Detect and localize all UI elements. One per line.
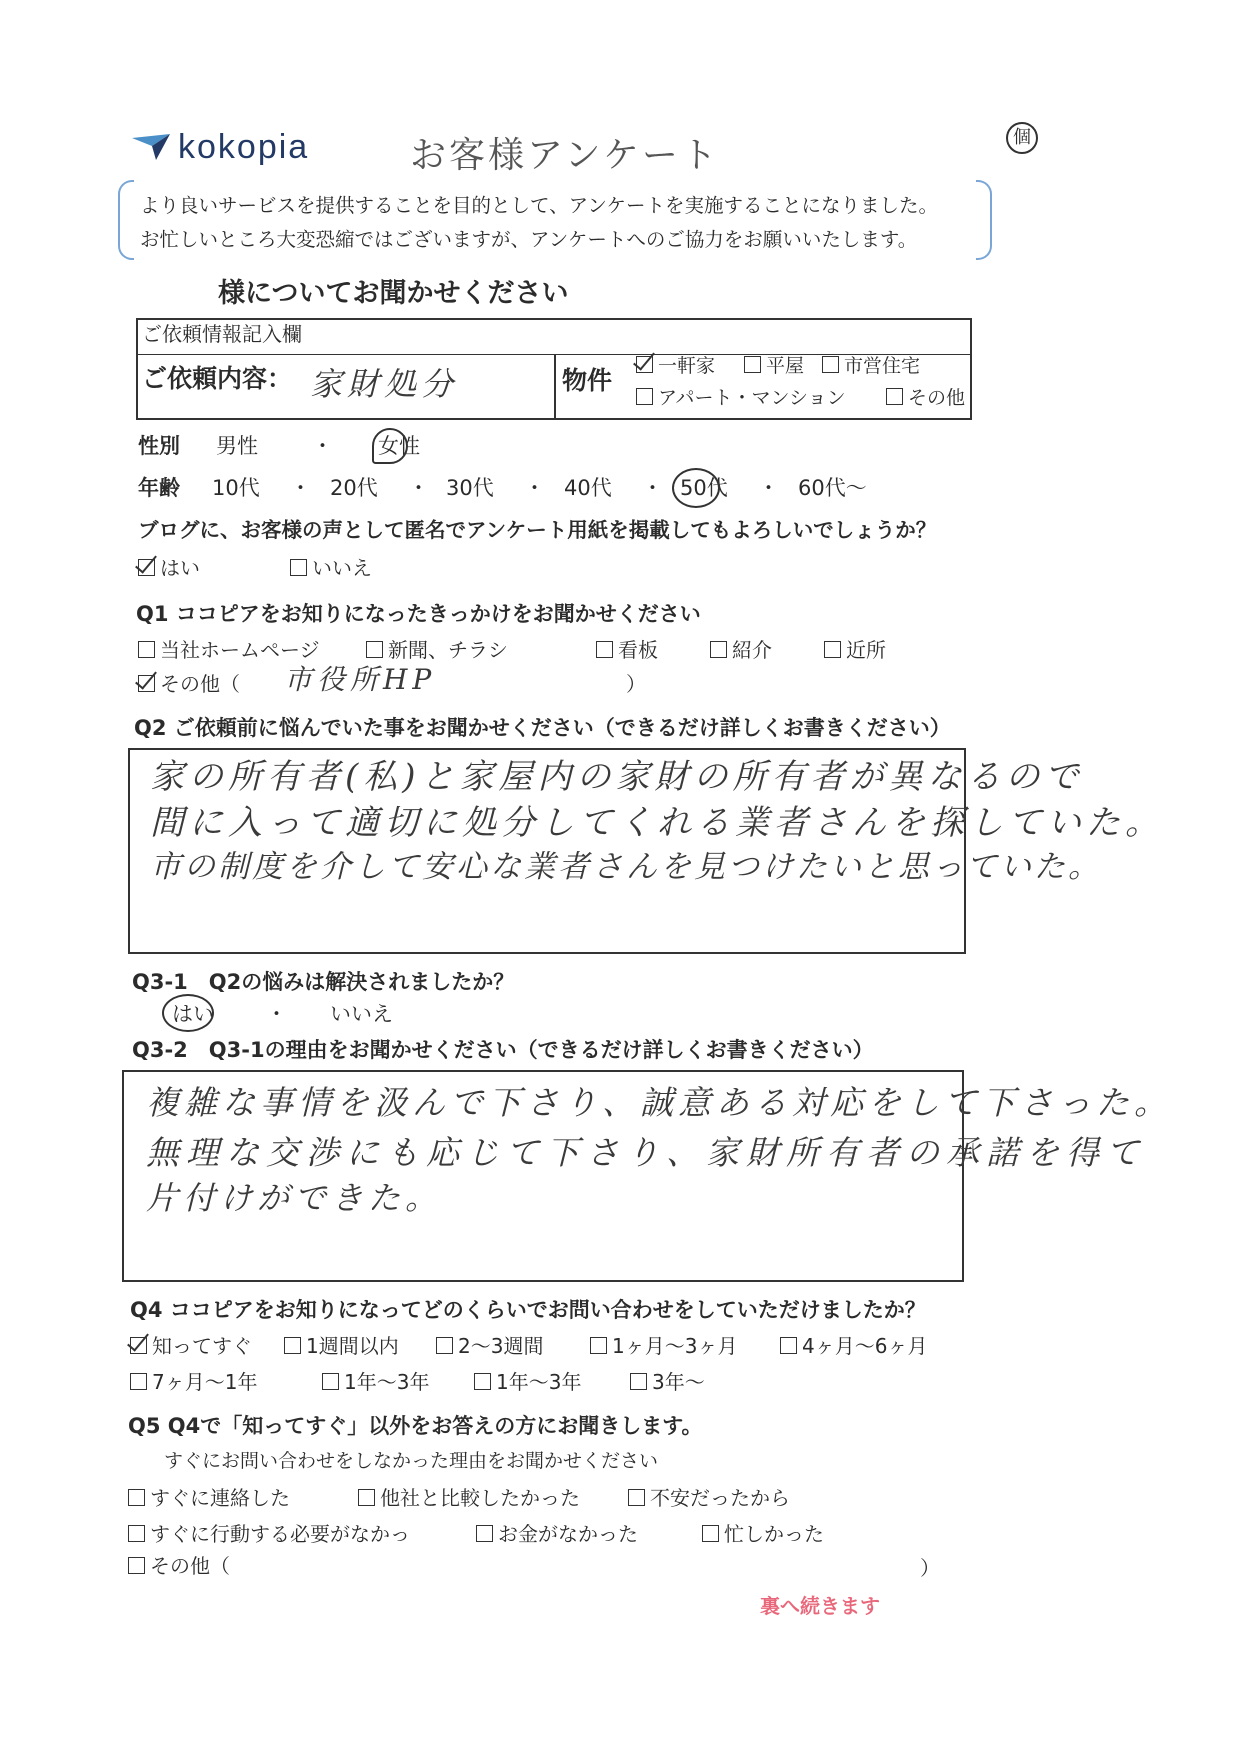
checkbox-icon xyxy=(138,675,155,692)
q2-answer-line-1: 家の所有者(私)と家屋内の家財の所有者が異なるので xyxy=(150,757,1084,797)
q5-opt-no-money[interactable]: お金がなかった xyxy=(476,1524,638,1544)
selected-circle xyxy=(672,468,720,508)
content-label: ご依頼内容： xyxy=(142,364,293,393)
checkbox-icon xyxy=(322,1373,339,1390)
q4-opt-1-3y-b[interactable]: 1年〜3年 xyxy=(474,1372,581,1392)
age-60s[interactable]: 60代〜 xyxy=(798,476,867,500)
checkbox-icon xyxy=(366,641,383,658)
checkbox-icon xyxy=(596,641,613,658)
age-sep: ・ xyxy=(524,476,545,500)
section-heading: 様についてお聞かせください xyxy=(218,278,569,309)
q3-2-answer-line-2: 無理な交渉にも応じて下さり、家財所有者の承諾を得て xyxy=(146,1133,1146,1172)
checkbox-icon xyxy=(476,1525,493,1542)
q5-opt-other[interactable]: その他（ xyxy=(128,1556,230,1576)
property-opt-5[interactable]: その他 xyxy=(886,388,965,408)
q1-opt-signboard[interactable]: 看板 xyxy=(596,640,658,660)
q1-opt-newspaper[interactable]: 新聞、チラシ xyxy=(366,640,508,660)
checkbox-icon xyxy=(436,1337,453,1354)
q2-answer-line-3: 市の制度を介して安心な業者さんを見つけたいと思っていた。 xyxy=(150,849,1102,885)
checkbox-icon xyxy=(824,641,841,658)
q4-opt-7m-1y[interactable]: 7ヶ月〜1年 xyxy=(130,1372,257,1392)
table-divider-v xyxy=(554,354,556,418)
q4-opt-3y-plus[interactable]: 3年〜 xyxy=(630,1372,705,1392)
q4-opt-1-3y-a[interactable]: 1年〜3年 xyxy=(322,1372,429,1392)
content-value: 家財処分 xyxy=(310,365,459,403)
badge-text: 個 xyxy=(1013,127,1031,148)
age-50s[interactable]: 50代 xyxy=(680,476,728,500)
q4-opt-1-3months[interactable]: 1ヶ月〜3ヶ月 xyxy=(590,1336,737,1356)
checkbox-icon xyxy=(822,356,839,373)
gender-male[interactable]: 男性 xyxy=(216,434,258,458)
q1-other-value: 市役所HP xyxy=(284,663,437,696)
q4-opt-2-3weeks[interactable]: 2〜3週間 xyxy=(436,1336,543,1356)
q3-2-question: Q3-2 Q3-1の理由をお聞かせください（できるだけ詳しくお書きください） xyxy=(132,1038,874,1062)
selected-circle xyxy=(372,428,408,464)
q3-1-question: Q3-1 Q2の悩みは解決されましたか？ xyxy=(132,970,515,994)
q4-opt-1week[interactable]: 1週間以内 xyxy=(284,1336,399,1356)
checkbox-icon xyxy=(128,1557,145,1574)
blog-no[interactable]: いいえ xyxy=(290,558,372,578)
q5-sub: すぐにお問い合わせをしなかった理由をお聞かせください xyxy=(164,1450,659,1472)
checkbox-icon xyxy=(702,1525,719,1542)
blog-question: ブログに、お客様の声として匿名でアンケート用紙を掲載してもよろしいでしょうか？ xyxy=(138,518,937,542)
q5-question: Q5 Q4で「知ってすぐ」以外をお答えの方にお聞きします。 xyxy=(128,1414,703,1438)
q2-question: Q2 ご依頼前に悩んでいた事をお聞かせください（できるだけ詳しくお書きください） xyxy=(134,716,951,740)
age-sep: ・ xyxy=(758,476,779,500)
property-opt-4[interactable]: アパート・マンション xyxy=(636,388,846,408)
checkbox-icon xyxy=(130,1337,147,1354)
checkbox-icon xyxy=(630,1373,647,1390)
q1-opt-other[interactable]: その他（ xyxy=(138,674,240,694)
q1-question: Q1 ココピアをお知りになったきっかけをお聞かせください xyxy=(136,602,701,626)
checkbox-icon xyxy=(780,1337,797,1354)
gender-female[interactable]: 女性 xyxy=(378,434,420,458)
checkbox-icon xyxy=(138,641,155,658)
age-20s[interactable]: 20代 xyxy=(330,476,378,500)
gender-label: 性別 xyxy=(138,434,180,458)
request-caption: ご依頼情報記入欄 xyxy=(142,322,302,346)
checkbox-icon xyxy=(628,1489,645,1506)
age-30s[interactable]: 30代 xyxy=(446,476,494,500)
checkbox-icon xyxy=(138,559,155,576)
intro-bracket-right xyxy=(976,180,992,260)
q3-1-yes[interactable]: はい xyxy=(172,1002,214,1026)
property-opt-3[interactable]: 市営住宅 xyxy=(822,356,920,376)
intro-bracket-left xyxy=(118,180,134,260)
q4-opt-immediately[interactable]: 知ってすぐ xyxy=(130,1336,252,1356)
checkbox-icon xyxy=(590,1337,607,1354)
property-opt-2[interactable]: 平屋 xyxy=(744,356,804,376)
age-10s[interactable]: 10代 xyxy=(212,476,260,500)
property-opt-1[interactable]: 一軒家 xyxy=(636,356,715,376)
checkbox-icon xyxy=(128,1489,145,1506)
q5-opt-anxious[interactable]: 不安だったから xyxy=(628,1488,790,1508)
age-40s[interactable]: 40代 xyxy=(564,476,612,500)
intro-line-2: お忙しいところ大変恐縮ではございますが、アンケートへのご協力をお願いいたします。 xyxy=(140,228,918,251)
checkbox-icon xyxy=(710,641,727,658)
bird-icon xyxy=(130,132,174,162)
q5-opt-contacted[interactable]: すぐに連絡した xyxy=(128,1488,290,1508)
q4-opt-4-6months[interactable]: 4ヶ月〜6ヶ月 xyxy=(780,1336,927,1356)
checkbox-icon xyxy=(636,356,653,373)
q1-opt-neighbor[interactable]: 近所 xyxy=(824,640,886,660)
checkbox-icon xyxy=(130,1373,147,1390)
q2-answer-line-2: 間に入って適切に処分してくれる業者さんを探していた。 xyxy=(150,803,1164,843)
checkbox-icon xyxy=(636,388,653,405)
continue-note: 裏へ続きます xyxy=(760,1594,880,1618)
q5-opt-busy[interactable]: 忙しかった xyxy=(702,1524,824,1544)
selected-circle xyxy=(162,994,214,1032)
age-sep: ・ xyxy=(642,476,663,500)
age-label: 年齢 xyxy=(138,476,180,500)
q3-1-sep: ・ xyxy=(266,1002,287,1026)
checkbox-icon xyxy=(886,388,903,405)
q3-2-answer-line-3: 片付けができた。 xyxy=(146,1179,443,1217)
q4-question: Q4 ココピアをお知りになってどのくらいでお問い合わせをしていただけましたか？ xyxy=(130,1298,926,1322)
age-sep: ・ xyxy=(408,476,429,500)
q3-1-no[interactable]: いいえ xyxy=(330,1002,393,1026)
survey-title: お客様アンケート xyxy=(410,135,720,176)
gender-sep: ・ xyxy=(312,434,333,458)
checkbox-icon xyxy=(744,356,761,373)
q5-opt-no-need[interactable]: すぐに行動する必要がなかっ xyxy=(128,1524,410,1544)
blog-yes[interactable]: はい xyxy=(138,558,200,578)
personal-badge xyxy=(1006,122,1038,154)
q5-other-close: ） xyxy=(920,1556,940,1580)
age-sep: ・ xyxy=(290,476,311,500)
checkbox-icon xyxy=(290,559,307,576)
q3-2-answer-line-1: 複雑な事情を汲んで下さり、誠意ある対応をして下さった。 xyxy=(146,1083,1172,1122)
q1-opt-homepage[interactable]: 当社ホームページ xyxy=(138,640,320,660)
checkbox-icon xyxy=(284,1337,301,1354)
q1-opt-referral[interactable]: 紹介 xyxy=(710,640,772,660)
q1-other-close: ） xyxy=(626,672,646,696)
intro-line-1: より良いサービスを提供することを目的として、アンケートを実施することになりました。 xyxy=(140,194,938,217)
checkbox-icon xyxy=(474,1373,491,1390)
logo-text: kokopia xyxy=(178,128,310,166)
checkbox-icon xyxy=(358,1489,375,1506)
checkbox-icon xyxy=(128,1525,145,1542)
q5-opt-compare[interactable]: 他社と比較したかった xyxy=(358,1488,580,1508)
property-label: 物件 xyxy=(562,366,613,395)
